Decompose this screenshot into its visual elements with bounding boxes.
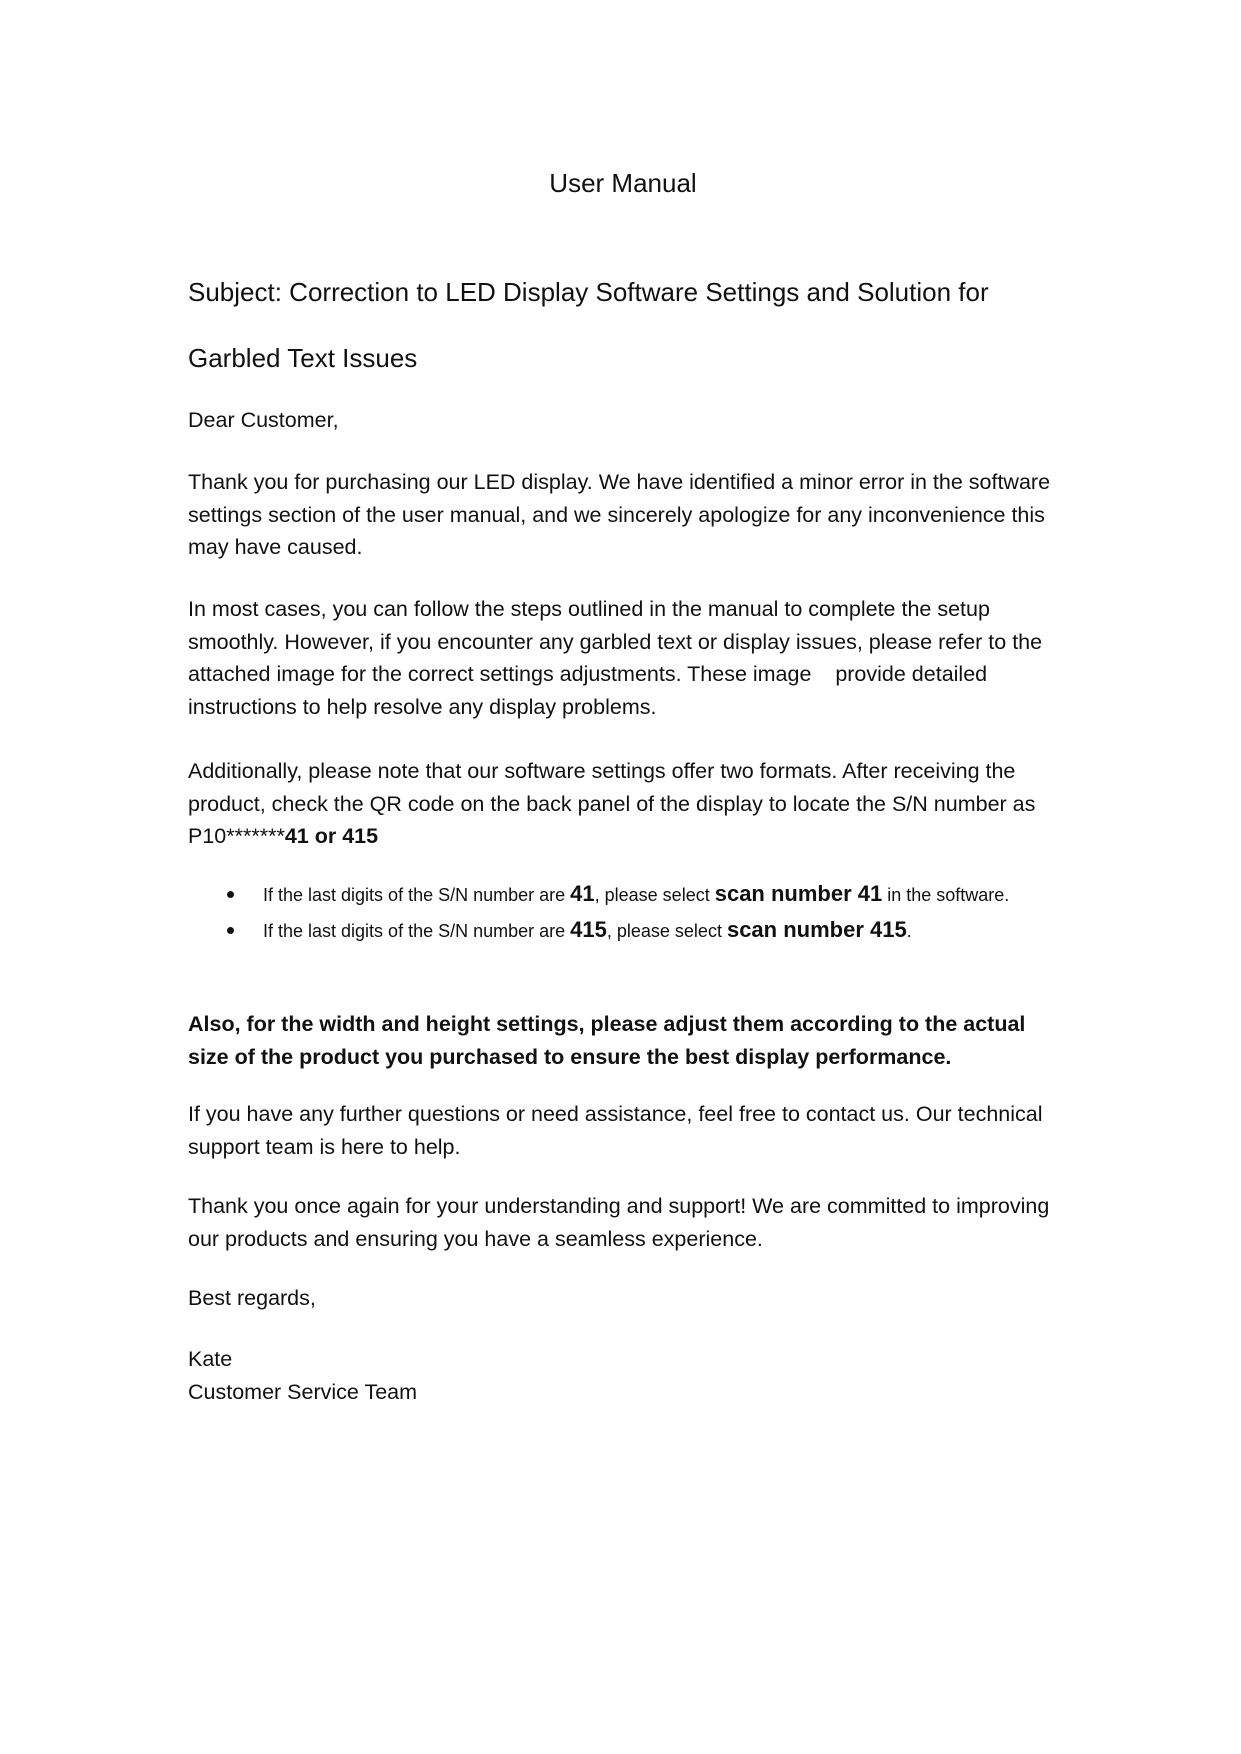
bullet-prefix: If the last digits of the S/N number are: [263, 921, 571, 941]
scan-number-label: scan number 415: [726, 917, 907, 942]
closing: Best regards,: [188, 1286, 316, 1310]
serial-suffix-options: 41 or 415: [284, 824, 379, 848]
salutation: Dear Customer,: [188, 408, 339, 432]
bullet-middle: , please select: [606, 921, 727, 941]
paragraph-thanks: Thank you once again for your understanding and support! We are committed to improving our products and ensuring you have a seamless experience.: [188, 1194, 1050, 1251]
paragraph-formats-text: Additionally, please note that our software settings offer two formats. After receiving the product, check the QR code on the back panel of the display to locate the S/N number as P10*******: [188, 759, 1036, 848]
subject-heading: [188, 259, 1068, 391]
signature: [188, 1343, 1058, 1408]
paragraph-formats: [188, 755, 1058, 853]
bullet-prefix: If the last digits of the S/N number are: [263, 885, 571, 905]
list-item: [188, 914, 1058, 947]
bullet-suffix: in the software.: [882, 885, 1010, 905]
bullet-text: [263, 878, 1058, 911]
serial-digits: 41: [570, 881, 595, 906]
subject-line-2: Garbled Text Issues: [188, 343, 418, 373]
bullet-middle: , please select: [594, 885, 715, 905]
scan-number-list: [188, 878, 1058, 947]
paragraph-apology: Thank you for purchasing our LED display. We have identified a minor error in the software settings section of the user manual, and we sincerely apologize for any inconvenience this may have caused.: [188, 470, 1051, 559]
list-item: [188, 878, 1058, 911]
serial-digits: 415: [570, 917, 607, 942]
subject-line-1: Subject: Correction to LED Display Software Settings and Solution for: [188, 277, 989, 307]
scan-number-label: scan number 41: [714, 881, 883, 906]
bullet-icon: [227, 891, 234, 898]
paragraph-size-settings: Also, for the width and height settings, please adjust them according to the actual size of the product you purchased to ensure the best display performance.: [188, 1012, 1026, 1069]
signature-team: Customer Service Team: [188, 1379, 418, 1404]
paragraph-contact: If you have any further questions or need assistance, feel free to contact us. Our technical support team is here to help.: [188, 1102, 1043, 1159]
bullet-suffix: .: [906, 921, 912, 941]
page-title: User Manual: [549, 168, 697, 198]
signature-name: Kate: [188, 1347, 233, 1371]
bullet-icon: [227, 927, 234, 934]
bullet-text: [263, 914, 1058, 947]
paragraph-instructions: In most cases, you can follow the steps outlined in the manual to complete the setup smoothly. However, if you encounter any garbled text or display issues, please refer to the attached image for the correct settings adjustments. These image provide detailed instructions to help resolve any display problems.: [188, 597, 1049, 719]
